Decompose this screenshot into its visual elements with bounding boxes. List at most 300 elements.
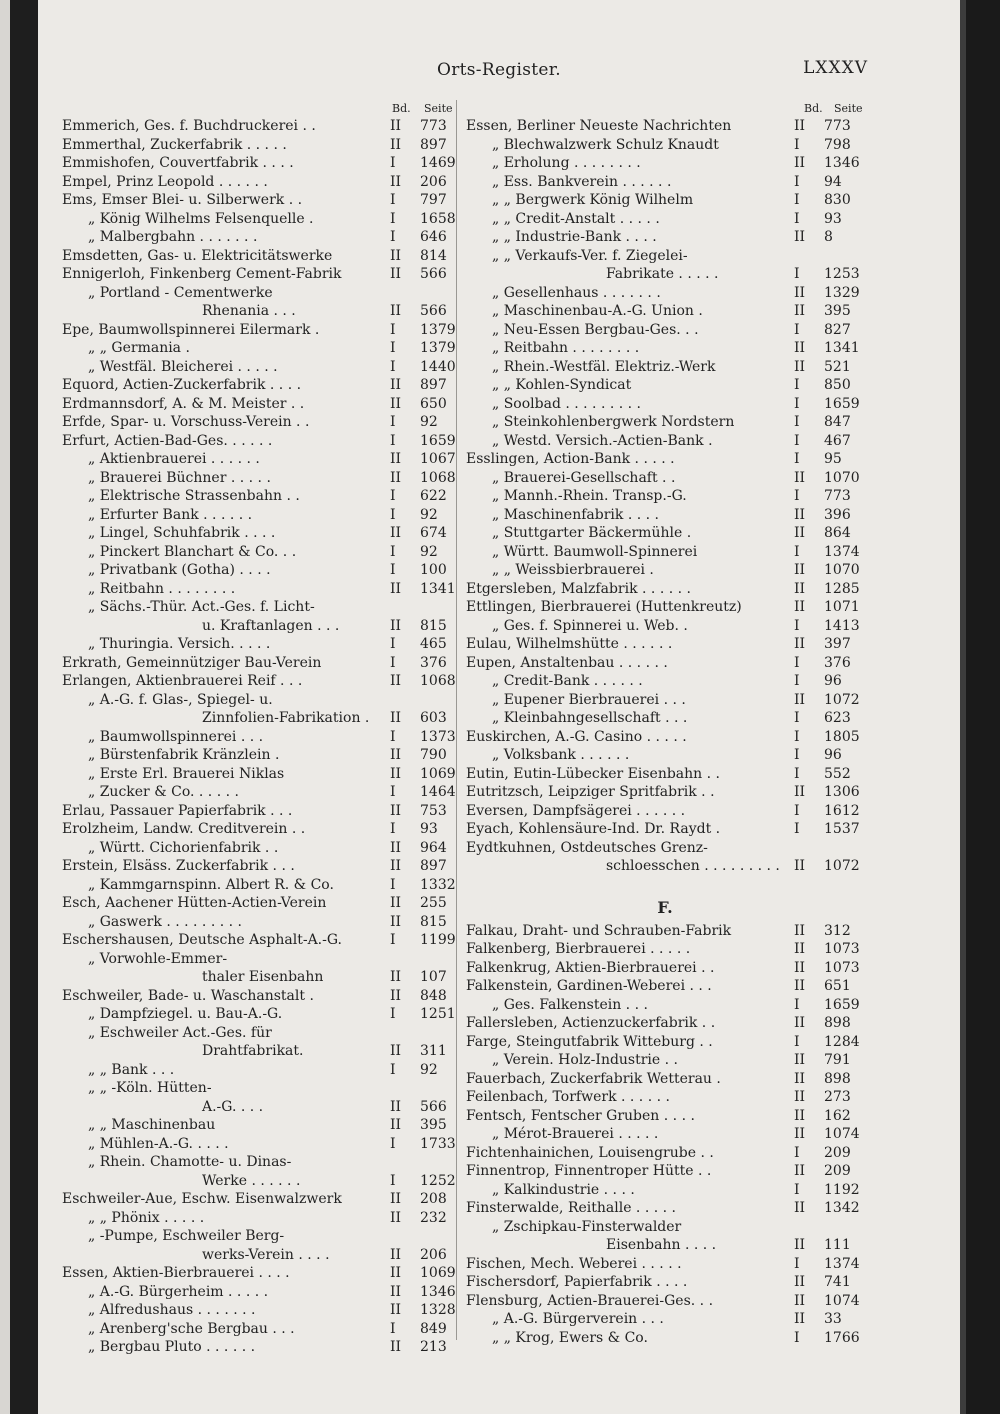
entry-name: Esch, Aachener Hütten-Actien-Verein: [62, 895, 327, 911]
index-entry: [466, 691, 864, 710]
entry-volume: II: [794, 784, 806, 800]
entry-page: 741: [824, 1274, 851, 1290]
index-entry: [62, 987, 460, 1006]
entry-name: „ Bergbau Pluto . . . . . .: [88, 1339, 256, 1355]
index-entry: [62, 1116, 460, 1135]
entry-name: Etgersleben, Malzfabrik . . . . . .: [466, 580, 691, 597]
entry-name: „ „ Weissbierbrauerei .: [492, 562, 654, 578]
entry-volume: I: [390, 654, 396, 671]
entry-page: 1659: [420, 432, 456, 449]
entry-volume: II: [794, 562, 806, 578]
entry-volume: II: [390, 895, 402, 911]
entry-page: 898: [824, 1070, 851, 1087]
entry-page: 1285: [824, 580, 860, 597]
entry-name: Eydtkuhnen, Ostdeutsches Grenz-: [466, 839, 708, 856]
entry-page: 96: [824, 673, 842, 689]
entry-volume: II: [390, 839, 402, 856]
index-entry: [62, 117, 460, 136]
entry-volume: II: [390, 469, 402, 486]
entry-name: „ „ Maschinenbau: [88, 1117, 216, 1133]
entry-name: „ Vorwohle-Emmer-: [88, 950, 228, 967]
index-entry: [466, 783, 864, 802]
entry-name: Eschershausen, Deutsche Asphalt-A.-G.: [62, 932, 342, 948]
entry-page: 209: [824, 1163, 851, 1179]
entry-volume: I: [390, 210, 396, 227]
index-entry: [62, 820, 460, 839]
entry-page: 92: [420, 414, 438, 430]
entry-volume: II: [390, 802, 402, 819]
entry-page: 1346: [824, 155, 860, 171]
entry-page: 897: [420, 377, 447, 393]
entry-name: „ „ Kohlen-Syndicat: [492, 377, 632, 393]
index-entry: [466, 1199, 864, 1218]
entry-name: Erfde, Spar- u. Vorschuss-Verein . .: [62, 414, 310, 430]
entry-page: 848: [420, 987, 447, 1004]
index-entry: [62, 413, 460, 432]
entry-volume: I: [794, 451, 800, 467]
index-entry: [62, 1283, 460, 1302]
index-entry: [466, 709, 864, 728]
entry-name: „ „ Bergwerk König Wilhelm: [492, 192, 694, 208]
page-number: LXXXV: [803, 58, 868, 78]
index-entry: [62, 228, 460, 247]
entry-name: „ Pinckert Blanchart & Co. . .: [88, 543, 297, 560]
index-entry: [466, 820, 864, 839]
index-entry: [466, 1033, 864, 1052]
entry-volume: II: [390, 969, 402, 985]
entry-volume: I: [390, 321, 396, 338]
entry-name: „ A.-G. Bürgerverein . . .: [492, 1311, 664, 1327]
index-entry: [466, 1218, 864, 1237]
entry-name: „ Baumwollspinnerei . . .: [88, 728, 264, 745]
entry-page: 1766: [824, 1329, 860, 1346]
entry-name: „ Verein. Holz-Industrie . .: [492, 1052, 678, 1068]
index-entry: [62, 247, 460, 266]
entry-volume: II: [390, 1339, 402, 1355]
index-entry: [466, 413, 864, 432]
entry-name: Fabrikate . . . . .: [606, 266, 719, 282]
entry-page: 376: [824, 654, 851, 671]
index-entry: [466, 654, 864, 673]
index-entry: [62, 913, 460, 932]
entry-page: 255: [420, 895, 447, 911]
entry-volume: II: [390, 173, 402, 190]
left-page-edge: [0, 0, 38, 1414]
entry-volume: I: [390, 876, 396, 893]
index-entry: [466, 117, 864, 136]
entry-page: 1073: [824, 959, 860, 976]
entry-name: „ Eupener Bierbrauerei . . .: [492, 691, 686, 708]
entry-volume: I: [794, 802, 800, 819]
entry-page: 232: [420, 1209, 447, 1226]
entry-name: „ Ges. f. Spinnerei u. Web. .: [492, 617, 688, 634]
entry-name: Zinnfolien-Fabrikation .: [202, 710, 370, 726]
entry-page: 1379: [420, 321, 456, 338]
entry-volume: I: [794, 321, 800, 338]
entry-page: 1379: [420, 340, 456, 356]
entry-volume: II: [794, 1070, 806, 1087]
entry-volume: II: [390, 1191, 402, 1207]
entry-name: Erlau, Passauer Papierfabrik . . .: [62, 802, 293, 819]
entry-volume: II: [794, 1015, 806, 1031]
entry-page: 1374: [824, 543, 860, 560]
index-entry: [62, 265, 460, 284]
entry-page: 33: [824, 1311, 842, 1327]
entry-name: „ Stuttgarter Bäckermühle .: [492, 525, 692, 541]
entry-name: „ Westd. Versich.-Actien-Bank .: [492, 432, 713, 449]
entry-page: 92: [420, 1061, 438, 1078]
entry-volume: II: [794, 506, 806, 523]
right-column: [466, 101, 864, 1347]
entry-name: Eisenbahn . . . .: [606, 1237, 717, 1253]
index-entry: [62, 191, 460, 210]
entry-page: 674: [420, 525, 447, 541]
index-entry: [466, 765, 864, 784]
entry-page: 465: [420, 636, 447, 652]
entry-name: Farge, Steingutfabrik Witteburg . .: [466, 1033, 713, 1050]
entry-volume: I: [794, 710, 800, 726]
entry-page: 467: [824, 432, 851, 449]
entry-name: „ Sächs.-Thür. Act.-Ges. f. Licht-: [88, 599, 315, 615]
entry-volume: I: [794, 432, 800, 449]
entry-page: 1253: [824, 266, 860, 282]
index-entry: [466, 1181, 864, 1200]
entry-volume: I: [390, 1320, 396, 1337]
index-entry: [466, 728, 864, 747]
entry-name: „ Kleinbahngesellschaft . . .: [492, 710, 688, 726]
index-entry: [62, 1301, 460, 1320]
entry-page: 206: [420, 173, 447, 190]
entry-name: „ Neu-Essen Bergbau-Ges. . .: [492, 321, 699, 338]
entry-name: „ Volksbank . . . . . .: [492, 747, 630, 763]
index-entry: [466, 1144, 864, 1163]
entry-name: „ Kammgarnspinn. Albert R. & Co.: [88, 876, 334, 893]
index-entry: [62, 746, 460, 765]
index-entry: [466, 247, 864, 266]
entry-name: Drahtfabrikat.: [202, 1043, 304, 1059]
entry-page: 566: [420, 266, 447, 282]
index-entry: [466, 561, 864, 580]
entry-name: „ Reitbahn . . . . . . . .: [492, 340, 640, 356]
entry-name: Esslingen, Action-Bank . . . . .: [466, 451, 675, 467]
entry-volume: II: [390, 580, 402, 597]
entry-page: 566: [420, 1098, 447, 1115]
entry-name: „ Credit-Bank . . . . . .: [492, 673, 643, 689]
index-entry: [466, 228, 864, 247]
index-entry: [466, 469, 864, 488]
entry-name: Falkenstein, Gardinen-Weberei . . .: [466, 978, 712, 994]
entry-volume: II: [390, 858, 402, 874]
entry-name: „ Zschipkau-Finsterwalder: [492, 1218, 682, 1235]
index-entry: [62, 876, 460, 895]
entry-name: A.-G. . . .: [202, 1098, 264, 1115]
entry-name: Fentsch, Fentscher Gruben . . . .: [466, 1107, 695, 1124]
index-entry: [466, 487, 864, 506]
index-entry: [466, 265, 864, 284]
entry-name: „ König Wilhelms Felsenquelle .: [88, 210, 314, 227]
index-entry: [62, 450, 460, 469]
bd-header: Bd.: [392, 102, 411, 115]
entry-name: Ems, Emser Blei- u. Silberwerk . .: [62, 192, 303, 208]
entry-volume: I: [794, 136, 800, 153]
entry-volume: I: [794, 1181, 800, 1198]
index-entry: [466, 1255, 864, 1274]
index-entry: [62, 154, 460, 173]
entry-page: 1072: [824, 691, 860, 708]
entry-volume: II: [390, 377, 402, 393]
entry-volume: I: [794, 1033, 800, 1050]
entry-volume: II: [794, 118, 806, 134]
entry-volume: I: [794, 747, 800, 763]
entry-name: „ Gaswerk . . . . . . . . .: [88, 913, 242, 930]
entry-volume: II: [390, 913, 402, 930]
index-entry: [466, 1107, 864, 1126]
entry-page: 273: [824, 1089, 851, 1105]
entry-volume: I: [390, 432, 396, 449]
index-entry: [62, 302, 460, 321]
entry-volume: II: [794, 1274, 806, 1290]
entry-name: „ „ Verkaufs-Ver. f. Ziegelei-: [492, 247, 688, 264]
entry-volume: I: [794, 617, 800, 634]
entry-name: Ennigerloh, Finkenberg Cement-Fabrik: [62, 266, 342, 282]
entry-name: Equord, Actien-Zuckerfabrik . . . .: [62, 377, 302, 393]
entry-volume: II: [390, 747, 402, 763]
entry-name: „ Lingel, Schuhfabrik . . . .: [88, 525, 276, 541]
entry-name: Fischersdorf, Papierfabrik . . . .: [466, 1274, 688, 1290]
entry-volume: II: [390, 525, 402, 541]
index-entry: [62, 598, 460, 617]
index-entry: [62, 691, 460, 710]
index-entry: [466, 940, 864, 959]
entry-volume: II: [390, 395, 402, 412]
entry-name: „ Arenberg'sche Bergbau . . .: [88, 1320, 295, 1337]
entry-name: „ Rhein. Chamotte- u. Dinas-: [88, 1154, 292, 1170]
entry-page: 1469: [420, 155, 456, 171]
register-page: [38, 0, 960, 1414]
entry-volume: I: [794, 765, 800, 782]
entry-volume: II: [794, 691, 806, 708]
entry-name: Eschweiler, Bade- u. Waschanstalt .: [62, 987, 314, 1004]
entry-volume: II: [794, 1089, 806, 1105]
entry-volume: II: [794, 858, 806, 874]
index-entry: [466, 210, 864, 229]
entry-name: „ Maschinenbau-A.-G. Union .: [492, 303, 703, 319]
index-entry: [466, 136, 864, 155]
entry-name: „ Aktienbrauerei . . . . . .: [88, 451, 260, 467]
entry-volume: II: [390, 673, 402, 689]
entry-page: 897: [420, 136, 447, 153]
entry-name: „ Portland - Cementwerke: [88, 284, 273, 301]
entry-page: 1658: [420, 210, 456, 227]
index-entry: [62, 339, 460, 358]
entry-name: Empel, Prinz Leopold . . . . . .: [62, 173, 268, 190]
entry-page: 1068: [420, 673, 456, 689]
entry-volume: II: [794, 599, 806, 615]
index-entry: [62, 950, 460, 969]
index-entry: [62, 1024, 460, 1043]
entry-volume: II: [794, 636, 806, 652]
entry-name: Fallersleben, Actienzuckerfabrik . .: [466, 1015, 716, 1031]
page-title: Orts-Register.: [436, 60, 562, 80]
entry-page: 397: [824, 636, 851, 652]
index-entry: [62, 432, 460, 451]
entry-name: thaler Eisenbahn: [202, 969, 324, 985]
entry-page: 312: [824, 922, 851, 939]
entry-page: 815: [420, 617, 447, 634]
entry-page: 830: [824, 192, 851, 208]
entry-page: 1329: [824, 284, 860, 301]
index-entry: [466, 450, 864, 469]
index-entry: [62, 709, 460, 728]
index-entry: [62, 857, 460, 876]
entry-volume: II: [794, 1163, 806, 1179]
entry-name: „ Mühlen-A.-G. . . . .: [88, 1135, 229, 1152]
index-entry: [62, 894, 460, 913]
entry-page: 850: [824, 377, 851, 393]
index-entry: [62, 1098, 460, 1117]
index-entry: [466, 1310, 864, 1329]
index-entry: [466, 302, 864, 321]
entry-name: „ Ess. Bankverein . . . . . .: [492, 173, 672, 190]
entry-page: 396: [824, 506, 851, 523]
entry-page: 1070: [824, 469, 860, 486]
entry-page: 1537: [824, 821, 860, 837]
index-entry: [466, 321, 864, 340]
right-column-header: [466, 101, 864, 117]
entry-page: 773: [824, 488, 851, 504]
entry-name: „ Mannh.-Rhein. Transp.-G.: [492, 488, 687, 504]
index-entry: [466, 191, 864, 210]
entry-volume: II: [390, 451, 402, 467]
entry-volume: II: [794, 959, 806, 976]
entry-name: „ Thuringia. Versich. . . . .: [88, 636, 271, 652]
entry-name: „ Alfredushaus . . . . . . .: [88, 1302, 256, 1318]
index-entry: [466, 284, 864, 303]
entry-page: 773: [420, 118, 447, 134]
entry-page: 790: [420, 747, 447, 763]
entry-page: 94: [824, 173, 842, 190]
index-entry: [62, 1227, 460, 1246]
index-entry: [466, 635, 864, 654]
seite-header: Seite: [424, 102, 453, 115]
entry-page: 1074: [824, 1292, 860, 1309]
index-entry: [466, 376, 864, 395]
entry-volume: I: [794, 488, 800, 504]
entry-page: 1659: [824, 395, 860, 412]
index-entry: [62, 1246, 460, 1265]
entry-volume: II: [390, 1098, 402, 1115]
index-entry: [466, 598, 864, 617]
index-entry: [62, 931, 460, 950]
entry-page: 815: [420, 913, 447, 930]
index-entry: [62, 765, 460, 784]
entry-name: „ Erholung . . . . . . . .: [492, 155, 641, 171]
entry-volume: I: [390, 192, 396, 208]
entry-name: Epe, Baumwollspinnerei Eilermark .: [62, 321, 320, 338]
entry-volume: I: [390, 358, 396, 375]
entry-page: 93: [824, 210, 842, 227]
entry-volume: I: [390, 932, 396, 948]
entry-page: 623: [824, 710, 851, 726]
entry-page: 847: [824, 414, 851, 430]
entry-page: 1071: [824, 599, 860, 615]
index-entry: [62, 376, 460, 395]
entry-page: 814: [420, 247, 447, 264]
index-entry: [466, 543, 864, 562]
index-entry: [62, 210, 460, 229]
index-entry: [62, 543, 460, 562]
index-entry: [466, 580, 864, 599]
entry-name: u. Kraftanlagen . . .: [202, 617, 340, 634]
entry-volume: I: [390, 1061, 396, 1078]
entry-volume: I: [390, 821, 396, 837]
entry-volume: II: [794, 1311, 806, 1327]
index-entry: [466, 1329, 864, 1348]
entry-volume: I: [794, 1255, 800, 1272]
entry-volume: I: [794, 266, 800, 282]
index-entry: [62, 284, 460, 303]
entry-name: schloesschen . . . . . . . . .: [606, 858, 780, 874]
index-entry: [62, 358, 460, 377]
index-entry: [466, 524, 864, 543]
index-entry: [466, 1162, 864, 1181]
entry-page: 897: [420, 858, 447, 874]
entry-name: Flensburg, Actien-Brauerei-Ges. . .: [466, 1292, 714, 1309]
entry-name: „ Mérot-Brauerei . . . . .: [492, 1126, 659, 1142]
entry-volume: I: [390, 784, 396, 800]
entry-name: „ A.-G. Bürgerheim . . . . .: [88, 1283, 269, 1300]
entry-name: „ „ Credit-Anstalt . . . . .: [492, 210, 660, 227]
entry-name: Emmishofen, Couvertfabrik . . . .: [62, 155, 294, 171]
entry-page: 92: [420, 543, 438, 560]
index-entry: [62, 487, 460, 506]
entry-volume: I: [390, 728, 396, 745]
entry-volume: II: [390, 136, 402, 153]
index-entry: [62, 136, 460, 155]
entry-page: 209: [824, 1144, 851, 1161]
entry-name: Euskirchen, A.-G. Casino . . . . .: [466, 728, 687, 745]
entry-page: 1374: [824, 1255, 860, 1272]
entry-page: 753: [420, 802, 447, 819]
entry-volume: II: [794, 525, 806, 541]
entry-page: 206: [420, 1246, 447, 1263]
entry-page: 1068: [420, 469, 456, 486]
entry-page: 650: [420, 395, 447, 412]
index-entry: [62, 1338, 460, 1357]
entry-volume: II: [390, 1209, 402, 1226]
entry-name: Erdmannsdorf, A. & M. Meister . .: [62, 395, 305, 412]
entry-volume: I: [390, 340, 396, 356]
entry-volume: I: [390, 414, 396, 430]
entry-volume: II: [794, 1107, 806, 1124]
right-page-edge: [960, 0, 1000, 1414]
index-entry: [466, 802, 864, 821]
index-entry: [466, 395, 864, 414]
entry-volume: I: [794, 728, 800, 745]
index-entry: [466, 1236, 864, 1255]
entry-page: 96: [824, 747, 842, 763]
entry-volume: II: [390, 303, 402, 319]
entry-volume: I: [390, 1006, 396, 1022]
entry-page: 798: [824, 136, 851, 153]
entry-name: „ Zucker & Co. . . . . .: [88, 784, 239, 800]
entry-page: 1252: [420, 1172, 456, 1189]
left-column: [62, 101, 460, 1357]
entry-name: „ Steinkohlenbergwerk Nordstern: [492, 414, 735, 430]
entry-name: „ Rhein.-Westfäl. Elektriz.-Werk: [492, 358, 716, 375]
entry-page: 849: [420, 1320, 447, 1337]
entry-page: 1073: [824, 941, 860, 957]
